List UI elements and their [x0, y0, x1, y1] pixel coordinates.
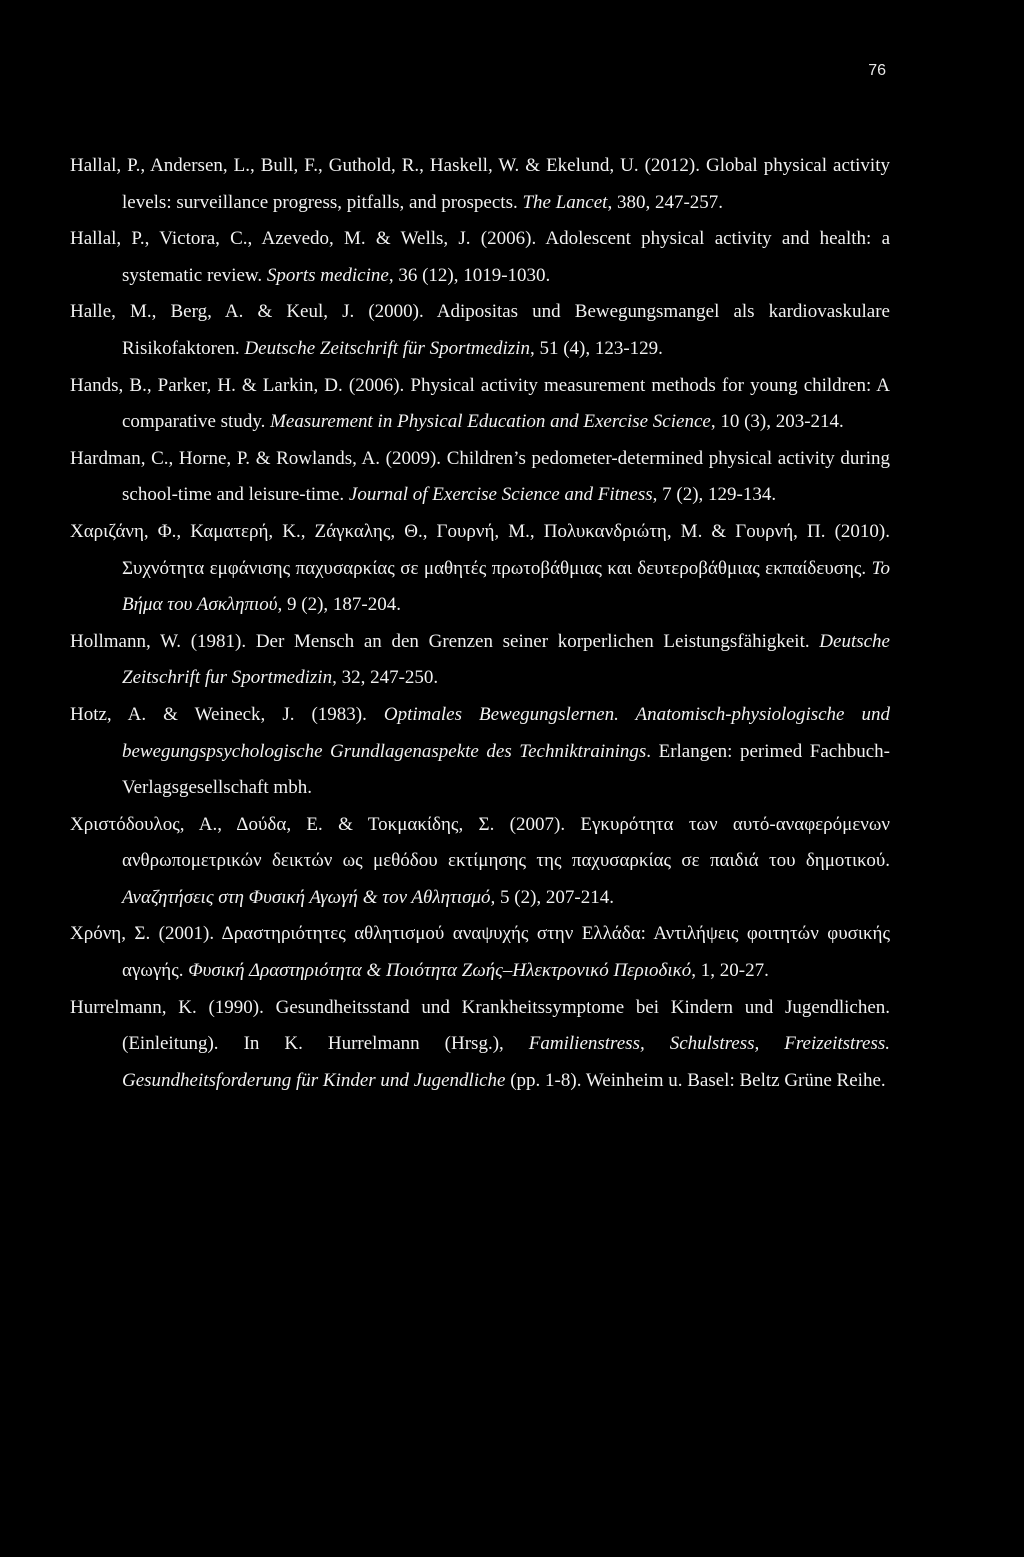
- reference-text: , 9 (2), 187-204.: [277, 594, 401, 616]
- reference-text: (pp. 1-8). Weinheim u. Basel: Beltz Grüne Reihe.: [505, 1069, 886, 1091]
- reference-source-title: Optimales Bewegungslernen. Anatomisch-physiologische und bewegungspsychologische Grundlagenaspekte des Techniktrainings: [122, 703, 890, 762]
- reference-text: Χρόνη, Σ. (2001). Δραστηριότητες αθλητισμού αναψυχής στην Ελλάδα: Αντιλήψεις φοιτητών φυσικής αγωγής.: [70, 923, 890, 982]
- reference-entry: [70, 294, 890, 367]
- reference-source-title: Φυσική Δραστηριότητα & Ποιότητα Ζωής–Ηλεκτρονικό Περιοδικό: [188, 960, 692, 982]
- reference-text: Hotz, A. & Weineck, J. (1983).: [70, 703, 384, 725]
- reference-entry: [70, 990, 890, 1100]
- reference-entry: [70, 807, 890, 917]
- reference-source-title: Αναζητήσεις στη Φυσική Αγωγή & τον Αθλητισμό,: [122, 886, 496, 908]
- reference-entry: [70, 148, 890, 221]
- reference-text: , 32, 247-250.: [332, 667, 439, 689]
- reference-text: Hurrelmann, K. (1990). Gesundheitsstand und Krankheitssymptome bei Kindern und Jugendlichen. (Einleitung). In K. Hurrelmann (Hrsg.),: [70, 996, 890, 1055]
- reference-text: Hallal, P., Andersen, L., Bull, F., Guthold, R., Haskell, W. & Ekelund, U. (2012). Global physical activity levels: surveillance progress, pitfalls, and prospects.: [70, 155, 890, 213]
- reference-entry: [70, 916, 890, 989]
- reference-entry: [70, 624, 890, 697]
- reference-source-title: Deutsche Zeitschrift für Sportmedizin: [244, 337, 530, 359]
- reference-source-title: Familienstress, Schulstress, Freizeitstress. Gesundheitsforderung für Kinder und Jugendliche: [122, 1033, 890, 1091]
- reference-source-title: Deutsche Zeitschrift fur Sportmedizin: [122, 630, 890, 689]
- reference-text: Hardman, C., Horne, P. & Rowlands, A. (2009). Children’s pedometer-determined physical activity during school-time and leisure-time.: [70, 447, 890, 506]
- reference-list: [70, 148, 890, 1099]
- reference-text: , 36 (12), 1019-1030.: [388, 264, 551, 286]
- reference-text: Hallal, P., Victora, C., Azevedo, M. & Wells, J. (2006). Adolescent physical activity and health: a systematic review.: [70, 228, 890, 286]
- reference-text: Hands, B., Parker, H. & Larkin, D. (2006). Physical activity measurement methods for young children: A comparative study.: [70, 374, 890, 433]
- reference-text: Hollmann, W. (1981). Der Mensch an den Grenzen seiner korperlichen Leistungsfähigkeit.: [70, 630, 820, 652]
- reference-source-title: Sports medicine: [266, 264, 389, 286]
- reference-source-title: Measurement in Physical Education and Exercise Science: [270, 411, 711, 433]
- reference-text: , 7 (2), 129-134.: [652, 484, 777, 506]
- reference-source-title: Το Βήμα του Ασκληπιού: [122, 557, 890, 616]
- reference-text: . Erlangen: perimed Fachbuch-Verlagsgesellschaft mbh.: [122, 740, 890, 799]
- reference-entry: [70, 368, 890, 441]
- reference-source-title: The Lancet: [522, 191, 608, 213]
- reference-text: , 380, 247-257.: [607, 191, 724, 213]
- reference-source-title: Journal of Exercise Science and Fitness: [348, 484, 653, 506]
- reference-text: , 1, 20-27.: [691, 960, 769, 982]
- reference-text: , 51 (4), 123-129.: [529, 337, 663, 359]
- reference-entry: [70, 441, 890, 514]
- page-number: 76: [868, 62, 886, 79]
- reference-text: , 10 (3), 203-214.: [710, 411, 844, 433]
- reference-entry: [70, 697, 890, 807]
- reference-entry: [70, 221, 890, 294]
- reference-text: Χριστόδουλος, Α., Δούδα, Ε. & Τοκμακίδης, Σ. (2007). Εγκυρότητα των αυτό-αναφερόμενων ανθρωπομετρικών δεικτών ως μεθόδου εκτίμησης της παχυσαρκίας σε παιδιά του δημοτικού.: [70, 813, 890, 872]
- reference-text: 5 (2), 207-214.: [495, 886, 614, 908]
- reference-text: Halle, M., Berg, A. & Keul, J. (2000). Adipositas und Bewegungsmangel als kardiovaskulare Risikofaktoren.: [70, 301, 890, 359]
- reference-text: Χαριζάνη, Φ., Καματερή, Κ., Ζάγκαλης, Θ., Γουρνή, Μ., Πολυκανδριώτη, Μ. & Γουρνή, Π. (2010). Συχνότητα εμφάνισης παχυσαρκίας σε μαθητές πρωτοβάθμιας και δευτεροβάθμιας εκπαίδευσης.: [70, 520, 890, 579]
- reference-entry: [70, 514, 890, 624]
